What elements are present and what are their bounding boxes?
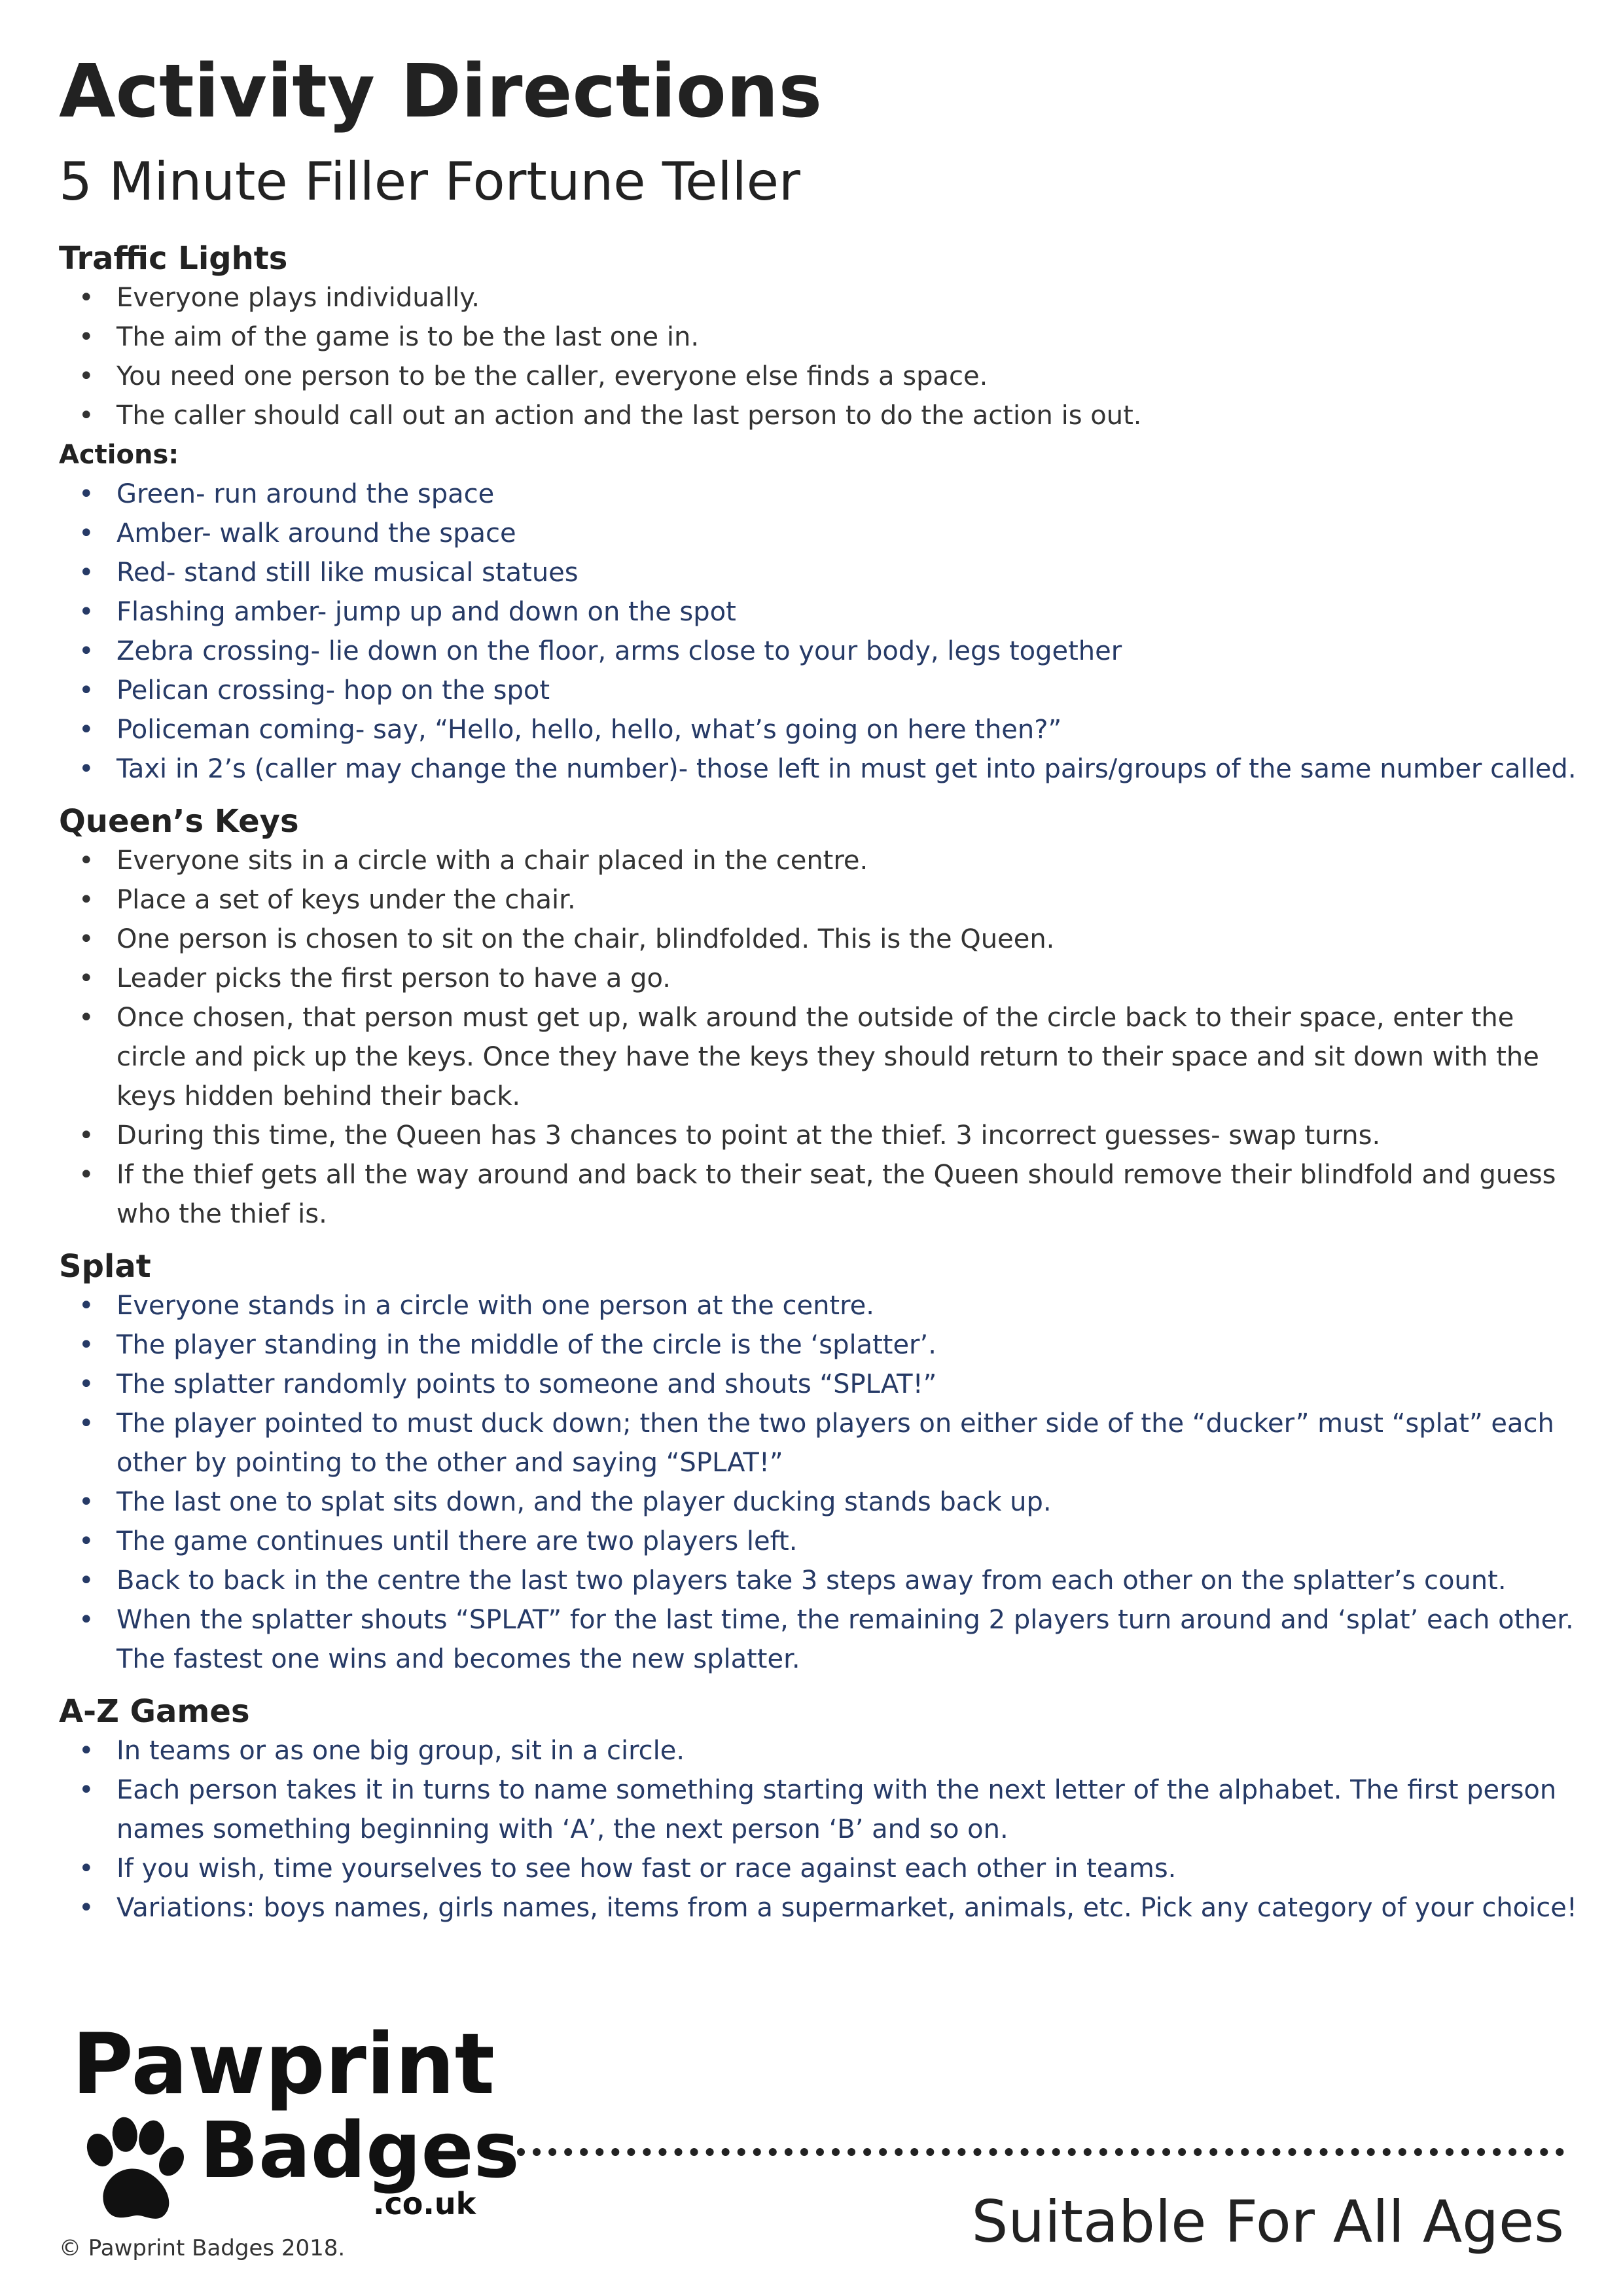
list-item: • Everyone plays individually. [59,278,1577,317]
logo-word-badges: Badges [200,2105,520,2195]
section-splat [59,1247,1577,1679]
page-title: Activity Directions [59,49,823,134]
section-az-games [59,1692,1577,1928]
list-item: • Green- run around the space [59,475,1577,514]
list-item: • Once chosen, that person must get up, walk around the outside of the circle back to their space, enter the circle and pick up the keys. Once they have the keys they should return to their space and sit down with the keys hidden behind their back. [59,998,1577,1116]
list-item: • The splatter randomly points to someone and shouts “SPLAT!” [59,1365,1577,1404]
list-item: • In teams or as one big group, sit in a circle. [59,1731,1577,1770]
logo-domain: .co.uk [373,2186,476,2221]
list-item: • When the splatter shouts “SPLAT” for the last time, the remaining 2 players turn around and ‘splat’ each other. The fastest one wins and becomes the new splatter. [59,1600,1577,1679]
list-item: • If the thief gets all the way around and back to their seat, the Queen should remove their blindfold and guess who the thief is. [59,1155,1577,1234]
paw-print-icon [72,2113,196,2237]
list-item: • Everyone sits in a circle with a chair placed in the centre. [59,841,1577,880]
list-item: • Pelican crossing- hop on the spot [59,671,1577,710]
age-tagline: Suitable For All Ages [971,2188,1564,2255]
section-heading: Queen’s Keys [59,803,299,840]
page-subtitle: 5 Minute Filler Fortune Teller [59,151,800,212]
section-heading: Splat [59,1248,151,1285]
list-item: • The last one to splat sits down, and the player ducking stands back up. [59,1482,1577,1522]
list-item: • Leader picks the first person to have a go. [59,959,1577,998]
traffic-lights-rules [59,278,1577,435]
list-item: • You need one person to be the caller, everyone else finds a space. [59,357,1577,396]
traffic-lights-actions [59,475,1577,789]
section-traffic-lights [59,239,1577,789]
actions-heading: Actions: [59,440,179,470]
pawprint-badges-logo [65,2016,520,2221]
section-heading: Traffic Lights [59,240,288,277]
section-heading: A-Z Games [59,1693,250,1730]
list-item: • Variations: boys names, girls names, items from a supermarket, animals, etc. Pick any category of your choice! [59,1888,1577,1928]
list-item: • Amber- walk around the space [59,514,1577,553]
list-item: • The caller should call out an action and the last person to do the action is out. [59,396,1577,435]
splat-rules [59,1286,1577,1679]
list-item: • Each person takes it in turns to name something starting with the next letter of the alphabet. The first person names something beginning with ‘A’, the next person ‘B’ and so on. [59,1770,1577,1849]
list-item: • If you wish, time yourselves to see how fast or race against each other in teams. [59,1849,1577,1888]
list-item: • During this time, the Queen has 3 chances to point at the thief. 3 incorrect guesses- swap turns. [59,1116,1577,1155]
queens-keys-rules [59,841,1577,1234]
list-item: • Place a set of keys under the chair. [59,880,1577,920]
content [59,239,1577,1941]
dotted-divider [517,2148,1564,2174]
list-item: • The aim of the game is to be the last one in. [59,317,1577,357]
list-item: • The player pointed to must duck down; then the two players on either side of the “ducker” must “splat” each other by pointing to the other and saying “SPLAT!” [59,1404,1577,1482]
list-item: • Flashing amber- jump up and down on the spot [59,592,1577,632]
copyright-notice: © Pawprint Badges 2018. [59,2235,346,2261]
section-queens-keys [59,802,1577,1234]
list-item: • The player standing in the middle of the circle is the ‘splatter’. [59,1325,1577,1365]
logo-word-pawprint: Pawprint [72,2016,495,2113]
list-item: • Taxi in 2’s (caller may change the number)- those left in must get into pairs/groups of the same number called. [59,749,1577,789]
az-games-rules [59,1731,1577,1928]
list-item: • The game continues until there are two players left. [59,1522,1577,1561]
list-item: • Everyone stands in a circle with one person at the centre. [59,1286,1577,1325]
list-item: • Back to back in the centre the last two players take 3 steps away from each other on the splatter’s count. [59,1561,1577,1600]
list-item: • One person is chosen to sit on the chair, blindfolded. This is the Queen. [59,920,1577,959]
list-item: • Policeman coming- say, “Hello, hello, hello, what’s going on here then?” [59,710,1577,749]
list-item: • Zebra crossing- lie down on the floor, arms close to your body, legs together [59,632,1577,671]
list-item: • Red- stand still like musical statues [59,553,1577,592]
